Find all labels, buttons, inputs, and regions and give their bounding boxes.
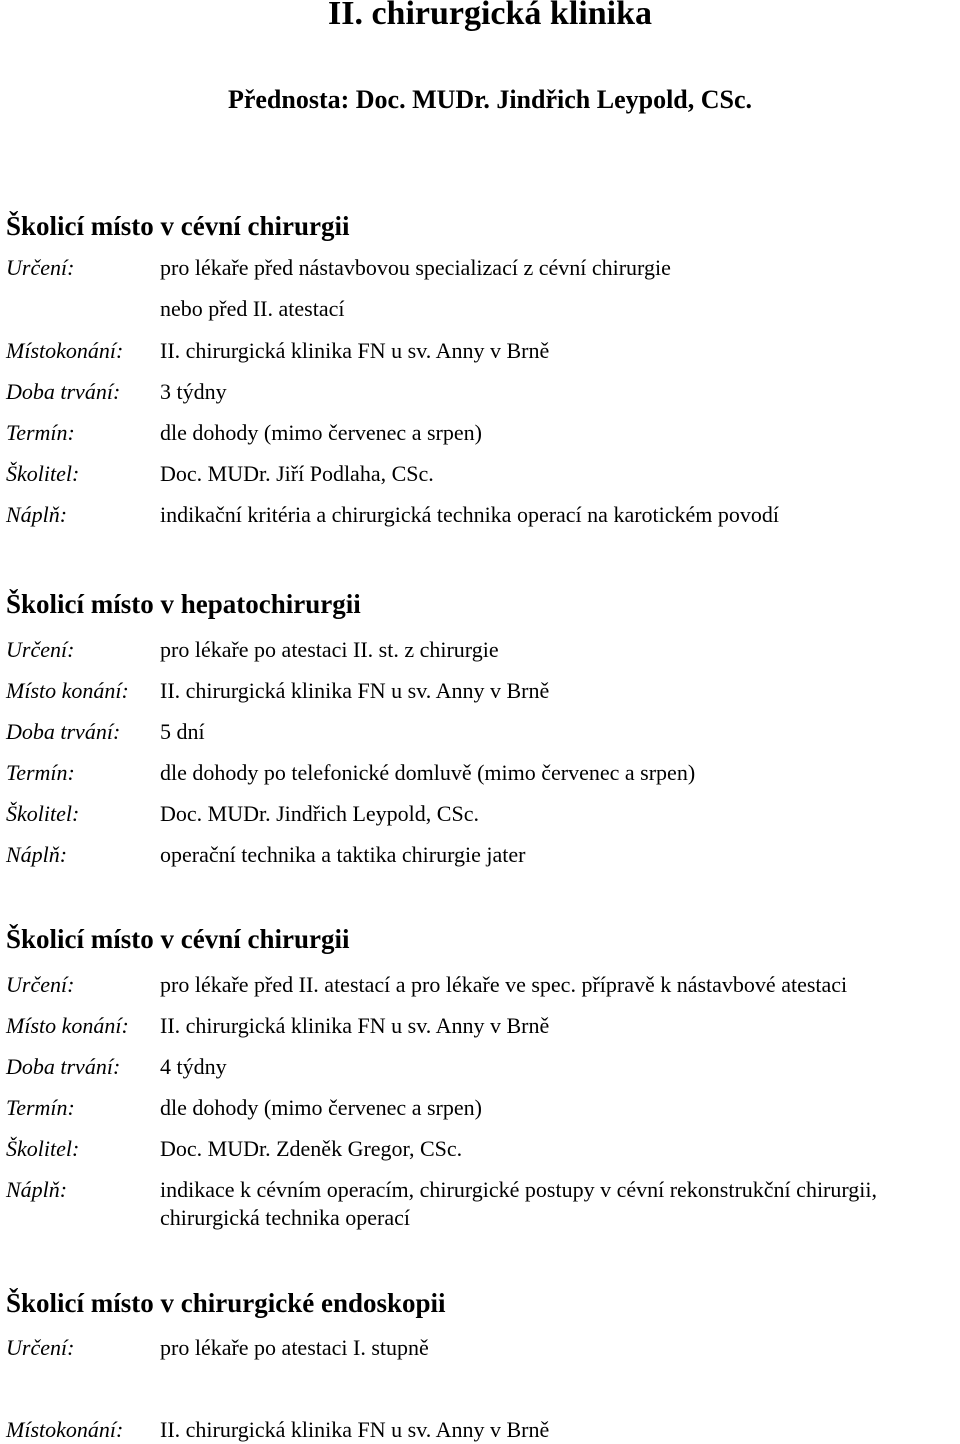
row-misto-konani <box>6 677 956 718</box>
row-urceni <box>6 1334 956 1416</box>
row-doba-trvani <box>6 1053 956 1094</box>
department-head: Přednosta: Doc. MUDr. Jindřich Leypold, CSc. <box>227 85 753 114</box>
row-label: Místokonání: <box>6 338 124 363</box>
section-vascular-surgery-2 <box>6 921 956 1240</box>
row-skolitel <box>6 460 956 501</box>
row-label: Určení: <box>6 637 75 662</box>
row-value: Doc. MUDr. Jiří Podlaha, CSc. <box>160 461 434 486</box>
row-misto-konani <box>6 1416 956 1444</box>
row-label: Doba trvání: <box>6 719 121 744</box>
section-vascular-surgery-1 <box>6 208 956 542</box>
row-termin <box>6 1094 956 1135</box>
row-doba-trvani <box>6 718 956 759</box>
row-value: 4 týdny <box>160 1054 227 1079</box>
row-label: Termín: <box>6 1095 75 1120</box>
row-label: Náplň: <box>6 842 68 867</box>
row-napln <box>6 1176 956 1240</box>
row-value: indikace k cévním operacím, chirurgické postupy v cévní rekonstrukční chirurgii, chirurgická technika operací <box>160 1177 878 1230</box>
section-endoscopy <box>6 1285 956 1444</box>
row-value: II. chirurgická klinika FN u sv. Anny v Brně <box>160 1013 550 1038</box>
row-label: Místokonání: <box>6 1417 124 1442</box>
row-label: Doba trvání: <box>6 1054 121 1079</box>
row-value: indikační kritéria a chirurgická technika operací na karotickém povodí <box>160 502 780 527</box>
row-label: Náplň: <box>6 1177 68 1202</box>
section-title: Školicí místo v chirurgické endoskopii <box>6 1288 446 1318</box>
row-label: Školitel: <box>6 801 80 826</box>
row-napln <box>6 501 956 542</box>
row-label: Určení: <box>6 1335 75 1360</box>
row-termin <box>6 419 956 460</box>
row-value: pro lékaře po atestaci I. stupně <box>160 1335 429 1360</box>
row-urceni <box>6 254 956 295</box>
row-value: dle dohody (mimo červenec a srpen) <box>160 1095 482 1120</box>
row-misto-konani <box>6 337 956 378</box>
row-doba-trvani <box>6 378 956 419</box>
row-value: pro lékaře po atestaci II. st. z chirurgie <box>160 637 499 662</box>
row-label: Místo konání: <box>6 1013 129 1038</box>
row-urceni-continued <box>6 295 956 337</box>
row-misto-konani <box>6 1012 956 1053</box>
row-urceni <box>6 971 956 1012</box>
row-label: Určení: <box>6 255 75 280</box>
row-value: dle dohody (mimo červenec a srpen) <box>160 420 482 445</box>
row-label: Místo konání: <box>6 678 129 703</box>
row-value: pro lékaře před II. atestací a pro lékaře ve spec. přípravě k nástavbové atestaci <box>160 972 848 997</box>
row-label: Termín: <box>6 760 75 785</box>
row-skolitel <box>6 1135 956 1176</box>
section-title: Školicí místo v cévní chirurgii <box>6 211 350 241</box>
document-title: II. chirurgická klinika <box>327 0 652 32</box>
row-value: operační technika a taktika chirurgie jater <box>160 842 526 867</box>
row-napln <box>6 841 956 882</box>
row-value: Doc. MUDr. Zdeněk Gregor, CSc. <box>160 1136 463 1161</box>
row-termin <box>6 759 956 800</box>
row-label: Náplň: <box>6 502 68 527</box>
row-value: 5 dní <box>160 719 205 744</box>
row-value: II. chirurgická klinika FN u sv. Anny v Brně <box>160 678 550 703</box>
section-title: Školicí místo v cévní chirurgii <box>6 924 350 954</box>
row-label: Termín: <box>6 420 75 445</box>
row-urceni <box>6 636 956 677</box>
section-title: Školicí místo v hepatochirurgii <box>6 589 361 619</box>
row-value: nebo před II. atestací <box>160 296 345 321</box>
row-label: Školitel: <box>6 461 80 486</box>
row-label: Určení: <box>6 972 75 997</box>
row-value: pro lékaře před nástavbovou specializací z cévní chirurgie <box>160 255 671 280</box>
row-value: dle dohody po telefonické domluvě (mimo červenec a srpen) <box>160 760 696 785</box>
row-value: II. chirurgická klinika FN u sv. Anny v Brně <box>160 338 550 363</box>
row-label: Školitel: <box>6 1136 80 1161</box>
row-label: Doba trvání: <box>6 379 121 404</box>
row-value: II. chirurgická klinika FN u sv. Anny v Brně <box>160 1417 550 1442</box>
row-value: Doc. MUDr. Jindřich Leypold, CSc. <box>160 801 479 826</box>
row-value: 3 týdny <box>160 379 227 404</box>
section-hepatosurgery <box>6 586 956 882</box>
row-skolitel <box>6 800 956 841</box>
